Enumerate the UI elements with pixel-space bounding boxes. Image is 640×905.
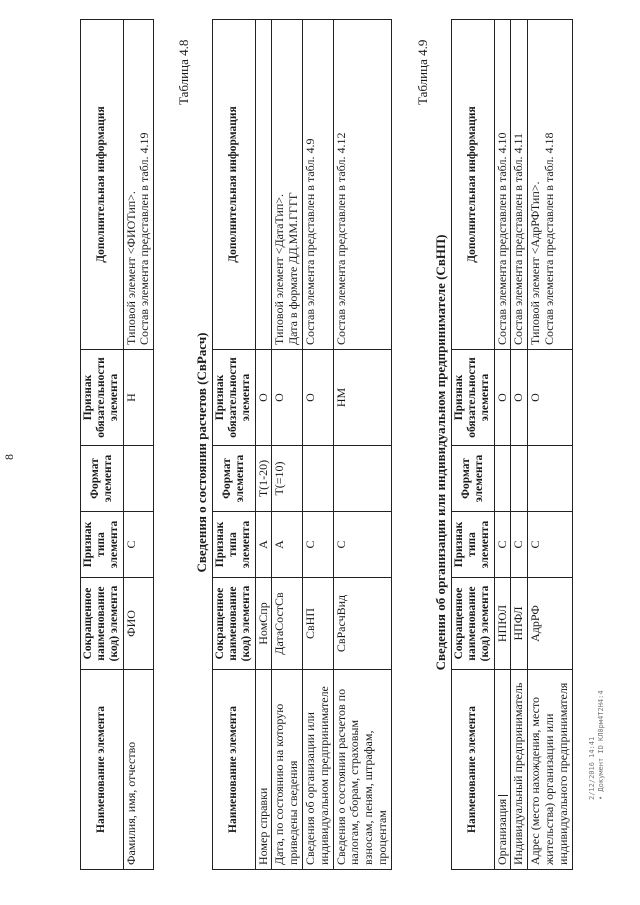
header-format: Формат элемента xyxy=(81,446,124,512)
cell-name: Адрес (место нахождения, место жительства) организации или индивидуального предпринимателя xyxy=(528,670,572,870)
cell-info xyxy=(333,20,391,350)
cell-info xyxy=(494,20,511,350)
cell-format: Т(1-20) xyxy=(255,446,272,512)
cell-type: С xyxy=(494,512,511,578)
header-name: Наименование элемента xyxy=(452,670,495,870)
stamp-document-id: • Документ ID КЛ0рм4Т2Н4:4 xyxy=(596,690,605,800)
cell-code: СвРасчВид xyxy=(333,578,391,670)
cell-format: Т(=10) xyxy=(272,446,303,512)
cell-name: Индивидуальный предприниматель xyxy=(511,670,528,870)
header-info: Дополнительная информация xyxy=(452,20,495,350)
cell-name: Дата, по состоянию на которую приведены сведения xyxy=(272,670,303,870)
header-type: Признак типа элемента xyxy=(81,512,124,578)
cell-type: С xyxy=(333,512,391,578)
table-row xyxy=(494,20,511,870)
info-line: Типовой элемент <АдрРФТип>. xyxy=(528,181,543,345)
cell-required: О xyxy=(494,350,511,446)
info-line: Состав элемента представлен в табл. 4.12 xyxy=(333,132,348,345)
header-format: Формат элемента xyxy=(213,446,256,512)
table-4-9 xyxy=(451,19,573,870)
cell-type: С xyxy=(303,512,334,578)
cell-required: О xyxy=(511,350,528,446)
table-4-8-number: Таблица 4.8 xyxy=(176,39,191,105)
info-line: Состав элемента представлен в табл. 4.9 xyxy=(303,138,318,345)
cell-info xyxy=(303,20,334,350)
cell-type: С xyxy=(123,512,154,578)
cell-required: О xyxy=(272,350,303,446)
header-name: Наименование элемента xyxy=(213,670,256,870)
header-info: Дополнительная информация xyxy=(213,20,256,350)
document-stamp xyxy=(588,690,606,800)
header-required: Признак обязательности элемента xyxy=(452,350,495,446)
info-line: Типовой элемент <ФИОТип>. xyxy=(123,191,138,345)
table-row xyxy=(303,20,334,870)
cell-code: АдрРФ xyxy=(528,578,572,670)
table-row xyxy=(333,20,391,870)
header-code: Сокращенное наименование (код) элемента xyxy=(81,578,124,670)
info-line: Типовой элемент <ДатаТип>. xyxy=(272,193,287,345)
table-top-continuation xyxy=(80,19,154,870)
header-code: Сокращенное наименование (код) элемента xyxy=(213,578,256,670)
cell-code: НПФЛ xyxy=(511,578,528,670)
cell-format xyxy=(303,446,334,512)
cell-required: О xyxy=(255,350,272,446)
table-4-9-caption: Сведения об организации или индивидуальном предпринимателе (СвНП) xyxy=(433,234,448,671)
info-line: Состав элемента представлен в табл. 4.18 xyxy=(542,132,557,345)
cell-code: ФИО xyxy=(123,578,154,670)
cell-info xyxy=(123,20,154,350)
table-row xyxy=(511,20,528,870)
table-row xyxy=(123,20,154,870)
cell-required: О xyxy=(528,350,572,446)
cell-name: Сведения об организации или индивидуальном предпринимателе xyxy=(303,670,334,870)
cell-format xyxy=(528,446,572,512)
cell-info xyxy=(511,20,528,350)
stamp-datetime: 2/12/2016 14:41 xyxy=(588,736,596,800)
info-line: Состав элемента представлен в табл. 4.10 xyxy=(494,132,509,345)
cell-type: А xyxy=(255,512,272,578)
cell-code: НПЮЛ xyxy=(494,578,511,670)
cell-format xyxy=(123,446,154,512)
cell-format xyxy=(333,446,391,512)
cell-code: СвНП xyxy=(303,578,334,670)
cell-type: С xyxy=(528,512,572,578)
text-cursor-mark xyxy=(498,795,508,796)
cell-code: ДатаСостСв xyxy=(272,578,303,670)
cell-info xyxy=(255,20,272,350)
header-code: Сокращенное наименование (код) элемента xyxy=(452,578,495,670)
cell-required: НМ xyxy=(333,350,391,446)
table-row xyxy=(272,20,303,870)
info-line: Состав элемента представлен в табл. 4.19 xyxy=(137,132,152,345)
cell-name: Номер справки xyxy=(255,670,272,870)
cell-name: Фамилия, имя, отчество xyxy=(123,670,154,870)
cell-required: О xyxy=(303,350,334,446)
header-required: Признак обязательности элемента xyxy=(213,350,256,446)
cell-info xyxy=(272,20,303,350)
cell-format xyxy=(511,446,528,512)
cell-name: Сведения о состоянии расчетов по налогам, сборам, страховым взносам, пеням, штрафам, процентам xyxy=(333,670,391,870)
info-line: Состав элемента представлен в табл. 4.11 xyxy=(511,132,526,345)
cell-type: С xyxy=(511,512,528,578)
header-required: Признак обязательности элемента xyxy=(81,350,124,446)
cell-format xyxy=(494,446,511,512)
table-row xyxy=(528,20,572,870)
table-4-8-caption: Сведения о состоянии расчетов (СвРасч) xyxy=(194,332,209,573)
table-row xyxy=(255,20,272,870)
cell-required: Н xyxy=(123,350,154,446)
cell-type: А xyxy=(272,512,303,578)
header-type: Признак типа элемента xyxy=(213,512,256,578)
table-4-8 xyxy=(212,19,392,870)
header-format: Формат элемента xyxy=(452,446,495,512)
cell-info xyxy=(528,20,572,350)
header-type: Признак типа элемента xyxy=(452,512,495,578)
header-name: Наименование элемента xyxy=(81,670,124,870)
cell-name: Организация xyxy=(494,670,511,870)
cell-code: НомСпр xyxy=(255,578,272,670)
page-number: 8 xyxy=(2,454,16,460)
table-4-9-number: Таблица 4.9 xyxy=(415,39,430,105)
header-info: Дополнительная информация xyxy=(81,20,124,350)
info-line: Дата в формате ДД.ММ.ГГГГ xyxy=(286,192,301,345)
